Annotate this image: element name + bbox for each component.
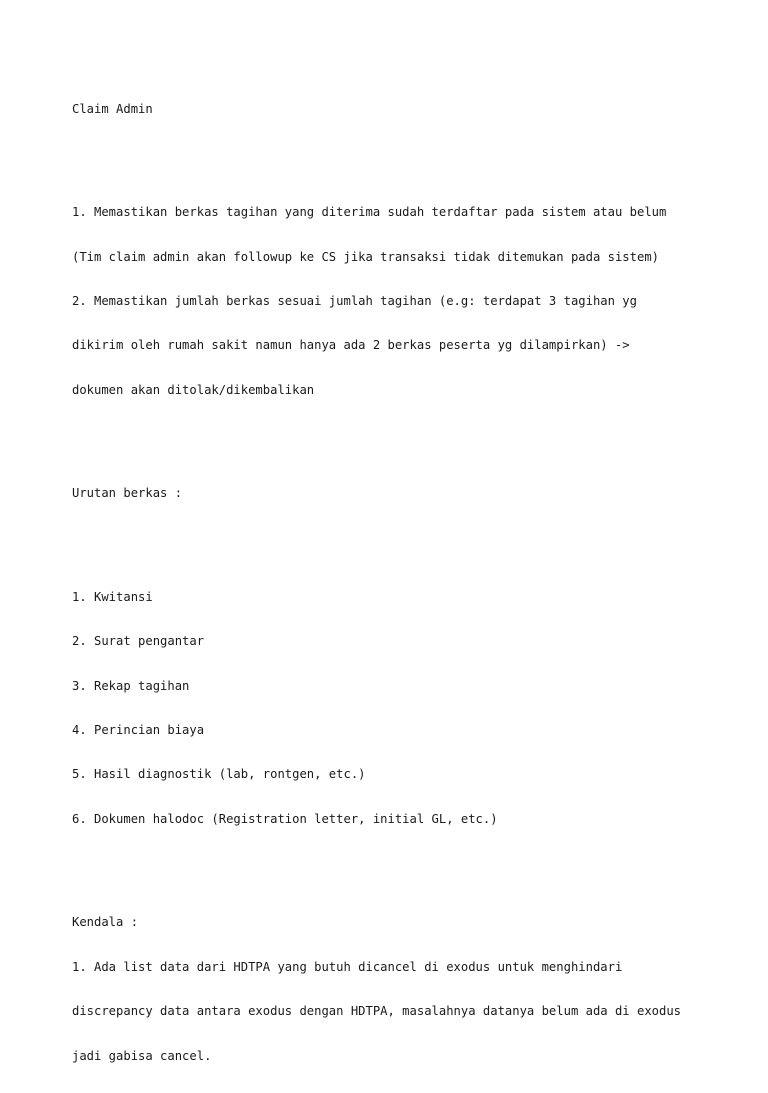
intro-line: dokumen akan ditolak/dikembalikan: [72, 382, 315, 397]
intro-line: (Tim claim admin akan followup ke CS jika transaksi tidak ditemukan pada sistem): [72, 249, 659, 264]
urutan-item: 6. Dokumen halodoc (Registration letter, initial GL, etc.): [72, 811, 498, 826]
urutan-heading: Urutan berkas :: [72, 486, 183, 501]
urutan-item: 2. Surat pengantar: [72, 634, 205, 649]
kendala-line: discrepancy data antara exodus dengan HDTPA, masalahnya datanya belum ada di exodus: [72, 1004, 682, 1019]
blank-line: [72, 856, 712, 871]
blank-line: [72, 146, 712, 161]
blank-line: [72, 427, 712, 442]
urutan-item: 4. Perincian biaya: [72, 723, 205, 738]
intro-line: 1. Memastikan berkas tagihan yang diterima sudah terdaftar pada sistem atau belum: [72, 205, 667, 220]
intro-line: dikirim oleh rumah sakit namun hanya ada 2 berkas peserta yg dilampirkan) ->: [72, 338, 630, 353]
urutan-item: 5. Hasil diagnostik (lab, rontgen, etc.): [72, 767, 366, 782]
urutan-item: 1. Kwitansi: [72, 589, 153, 604]
document-title: Claim Admin: [72, 101, 153, 116]
kendala-line: 1. Ada list data dari HDTPA yang butuh dicancel di exodus untuk menghindari: [72, 959, 623, 974]
blank-line: [72, 531, 712, 546]
kendala-heading: Kendala :: [72, 915, 139, 930]
intro-line: 2. Memastikan jumlah berkas sesuai jumlah tagihan (e.g: terdapat 3 tagihan yg: [72, 293, 637, 308]
document-text: [72, 72, 712, 1093]
urutan-item: 3. Rekap tagihan: [72, 678, 190, 693]
kendala-line: jadi gabisa cancel.: [72, 1048, 212, 1063]
